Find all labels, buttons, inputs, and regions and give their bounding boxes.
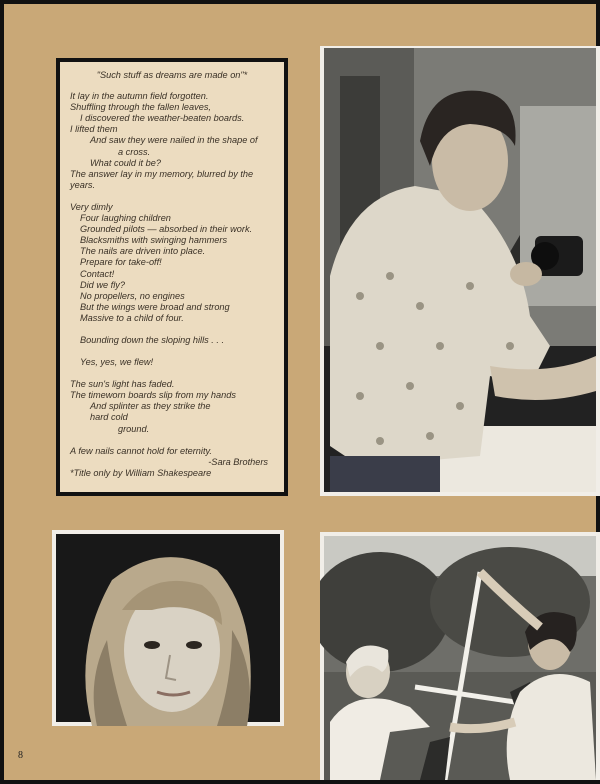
poem-line: Prepare for take-off!	[80, 257, 162, 268]
poem-line: Did we fly?	[80, 279, 125, 290]
page-number: 8	[18, 750, 23, 761]
stanza-gap	[70, 368, 274, 379]
poem-footnote: *Title only by William Shakespeare	[70, 467, 212, 478]
poem-author: -Sara Brothers	[208, 456, 268, 467]
poem-body	[70, 91, 274, 457]
poem-line: I lifted them	[70, 124, 118, 135]
poem-line: But the wings were broad and strong	[80, 301, 230, 312]
yearbook-page	[4, 4, 596, 780]
poem-line: hard cold	[90, 412, 128, 423]
poem-line: The answer lay in my memory, blurred by the	[70, 168, 254, 179]
poem-line: Yes, yes, we flew!	[80, 357, 154, 368]
poem-line: The timeworn boards slip from my hands	[70, 390, 236, 401]
poem-line: Very dimly	[70, 201, 113, 212]
photo-bottom-right	[320, 532, 600, 780]
poem-line: ground.	[118, 423, 150, 434]
girl-portrait-photo-icon	[52, 530, 284, 726]
poem-line: No propellers, no engines	[80, 290, 185, 301]
poem-line: a cross.	[118, 146, 151, 157]
boy-with-camera-photo-icon	[320, 46, 600, 496]
poem-line: The nails are driven into place.	[80, 246, 206, 257]
poem-line: What could it be?	[90, 157, 161, 168]
stanza-gap	[70, 191, 274, 202]
poem-title: "Such stuff as dreams are made on"*	[96, 70, 248, 80]
poem-line: Grounded pilots — absorbed in their work.	[80, 224, 253, 235]
poem-frame	[56, 58, 288, 496]
poem-line: And splinter as they strike the	[90, 401, 211, 412]
photo-top-right	[320, 46, 600, 496]
poem-line: It lay in the autumn field forgotten.	[70, 91, 209, 102]
stanza-gap	[70, 346, 274, 357]
poem-line: Shuffling through the fallen leaves,	[70, 102, 211, 113]
poem-line: I discovered the weather-beaten boards.	[80, 113, 245, 124]
poem-line: Massive to a child of four.	[80, 312, 184, 323]
boys-with-lacrosse-sticks-photo-icon	[320, 532, 600, 780]
poem-line: Bounding down the sloping hills . . .	[80, 334, 225, 345]
poem-panel	[60, 62, 284, 492]
stanza-gap	[70, 324, 274, 335]
poem-line: years.	[70, 179, 96, 190]
poem-line: And saw they were nailed in the shape of	[90, 135, 258, 146]
poem-line: Four laughing children	[80, 213, 171, 224]
poem-line: Contact!	[80, 268, 115, 279]
photo-bottom-left	[52, 530, 284, 726]
poem-line: Blacksmiths with swinging hammers	[80, 235, 228, 246]
poem-line: A few nails cannot hold for eternity.	[70, 445, 212, 456]
stanza-gap	[70, 435, 274, 446]
poem-line: The sun's light has faded.	[70, 379, 175, 390]
